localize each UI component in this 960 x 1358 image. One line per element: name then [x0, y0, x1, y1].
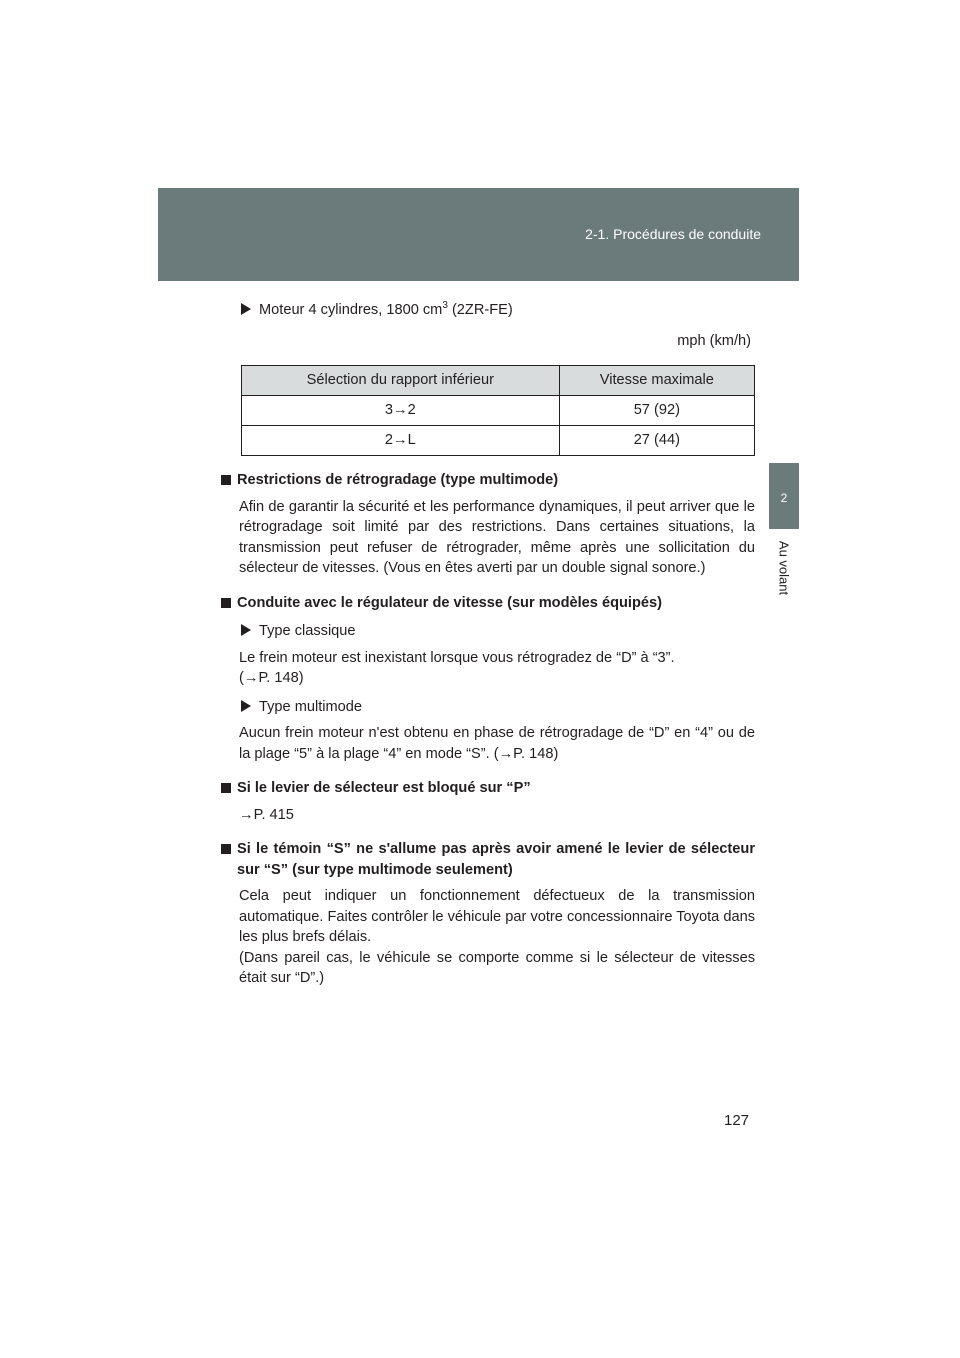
table-row	[242, 396, 755, 426]
page-ref-link[interactable]: (→P. 148)	[239, 670, 304, 686]
unit-label: mph (km/h)	[677, 332, 751, 349]
section-heading: Si le levier de sélecteur est bloqué sur “P”	[237, 780, 531, 796]
table-header: Vitesse maximale	[559, 366, 754, 396]
engine-code: (2ZR-FE)	[447, 302, 513, 318]
page-ref-link[interactable]: →P. 415	[239, 806, 294, 823]
triangle-bullet-icon	[241, 624, 251, 636]
section-body: Le frein moteur est inexistant lorsque vous rétrogradez de “D” à “3”. (→P. 148)	[239, 648, 755, 689]
section-body: Cela peut indiquer un fonctionnement défectueux de la transmission automatique. Faites contrôler le véhicule par votre concessionnaire Toyota dans les plus brefs délais. (Dans pareil cas, le véhicule se comporte comme si le sélecteur de vitesses était sur “D”.)	[239, 888, 755, 986]
square-bullet-icon	[221, 844, 231, 854]
chapter-label: Au volant	[776, 540, 792, 596]
header-band	[158, 188, 799, 281]
table-cell: 2→L	[242, 426, 560, 456]
table-cell: 3→2	[242, 396, 560, 426]
section-title: 2-1. Procédures de conduite	[585, 226, 761, 242]
section-heading: Conduite avec le régulateur de vitesse (sur modèles équipés)	[237, 594, 662, 611]
square-bullet-icon	[221, 475, 231, 485]
engine-heading	[221, 300, 755, 321]
square-bullet-icon	[221, 783, 231, 793]
section-body: Aucun frein moteur n'est obtenu en phase de rétrogradage de “D” en “4” ou de la plage “5” à la plage “4” en mode “S”. (→P. 148)	[239, 725, 755, 762]
section-lever-blocked	[221, 778, 755, 825]
section-body: Afin de garantir la sécurité et les performance dynamiques, il peut arriver que le rétrogradage soit limité par des restrictions. Dans certaines situations, la transmission peut refuser de rétrograder, même après une sollicitation du sélecteur de vitesses. (Vous en êtes averti par un double signal sonore.)	[239, 498, 755, 576]
section-s-indicator	[221, 839, 755, 989]
section-cruise-control	[221, 593, 755, 765]
table-header: Sélection du rapport inférieur	[242, 366, 560, 396]
table-cell: 27 (44)	[559, 426, 754, 456]
section-heading: Si le témoin “S” ne s'allume pas après avoir amené le levier de sélecteur sur “S” (sur type multimode seulement)	[237, 841, 755, 878]
engine-sup: 3	[442, 300, 448, 312]
triangle-bullet-icon	[241, 303, 251, 315]
table-header-row	[242, 366, 755, 396]
page-number: 127	[724, 1112, 750, 1129]
chapter-tab	[769, 463, 799, 529]
page-content	[221, 300, 755, 989]
table-cell: 57 (92)	[559, 396, 754, 426]
sub-heading-classic: Type classique	[221, 621, 755, 642]
sub-heading-multimode: Type multimode	[221, 697, 755, 718]
triangle-bullet-icon	[241, 700, 251, 712]
section-restrictions	[221, 470, 755, 579]
square-bullet-icon	[221, 598, 231, 608]
engine-label: Moteur 4 cylindres, 1800 cm	[259, 302, 443, 318]
section-heading: Restrictions de rétrogradage (type multimode)	[237, 472, 559, 488]
speed-table	[241, 365, 755, 456]
chapter-number: 2	[780, 491, 788, 505]
table-row	[242, 426, 755, 456]
